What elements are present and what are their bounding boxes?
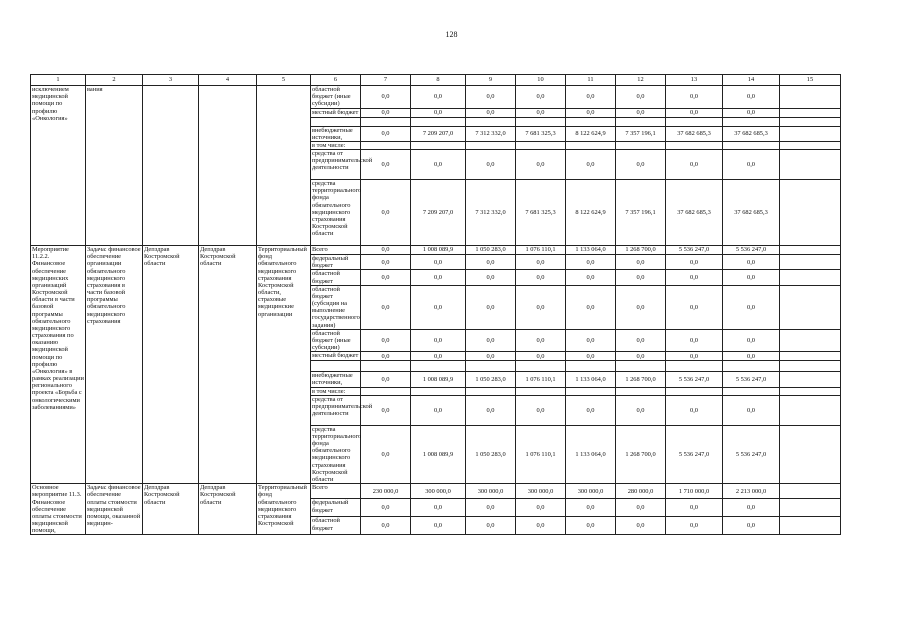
- funding-source: областной бюджет (иные субсидии): [311, 329, 361, 352]
- amount-cell: 0,0: [723, 352, 780, 361]
- amount-cell: 0,0: [361, 246, 411, 255]
- amount-cell: 7 681 325,3: [516, 126, 566, 141]
- amount-cell: 0,0: [566, 255, 616, 270]
- amount-cell: 5 536 247,0: [723, 425, 780, 483]
- column-header: 15: [780, 75, 841, 86]
- column-header: 13: [666, 75, 723, 86]
- amount-cell: 0,0: [411, 108, 466, 117]
- funding-source: в том числе:: [311, 387, 361, 395]
- amount-cell: 0,0: [666, 517, 723, 535]
- amount-cell: 0,0: [361, 425, 411, 483]
- amount-cell: 0,0: [566, 352, 616, 361]
- measure-col3: Депздрав Костромской области: [143, 484, 199, 535]
- amount-cell: 0,0: [361, 270, 411, 285]
- amount-cell: 0,0: [566, 329, 616, 352]
- amount-cell: 0,0: [516, 285, 566, 329]
- empty-cell: [780, 180, 841, 246]
- amount-cell: 1 008 089,9: [411, 372, 466, 387]
- column-header: 12: [616, 75, 666, 86]
- amount-cell: 0,0: [616, 150, 666, 180]
- amount-cell: 1 133 064,0: [566, 425, 616, 483]
- funding-source: средства территориального фонда обязательного медицинского страхования Костромской области: [311, 180, 361, 246]
- amount-cell: 0,0: [361, 499, 411, 517]
- amount-cell: 0,0: [723, 499, 780, 517]
- funding-source: [311, 361, 361, 372]
- amount-cell: 0,0: [723, 108, 780, 117]
- amount-cell: 0,0: [361, 372, 411, 387]
- measure-col5: Территориальный фонд обязательного медицинского страхования Костромской: [257, 484, 311, 535]
- funding-source: внебюджетные источники,: [311, 126, 361, 141]
- measure-col5: Территориальный фонд обязательного медицинского страхования Костромской области, страховые медицинские организации: [257, 246, 311, 484]
- funding-source: местный бюджет: [311, 108, 361, 117]
- amount-cell: [466, 141, 516, 149]
- amount-cell: [411, 361, 466, 372]
- amount-cell: 300 000,0: [466, 484, 516, 499]
- amount-cell: [616, 361, 666, 372]
- amount-cell: 0,0: [411, 395, 466, 425]
- amount-cell: 0,0: [566, 285, 616, 329]
- amount-cell: 0,0: [361, 255, 411, 270]
- column-header: 5: [257, 75, 311, 86]
- funding-source: средства территориального фонда обязательного медицинского страхования Костромской области: [312, 425, 362, 483]
- amount-cell: 7 209 207,0: [411, 126, 466, 141]
- table-row: [31, 86, 841, 109]
- amount-cell: 0,0: [666, 108, 723, 117]
- amount-cell: 0,0: [666, 395, 723, 425]
- column-header: 9: [466, 75, 516, 86]
- amount-cell: 0,0: [616, 329, 666, 352]
- amount-cell: 0,0: [466, 255, 516, 270]
- amount-cell: 0,0: [466, 108, 516, 117]
- amount-cell: 0,0: [723, 285, 780, 329]
- empty-cell: [780, 499, 841, 517]
- amount-cell: 0,0: [723, 86, 780, 109]
- amount-cell: 0,0: [616, 352, 666, 361]
- amount-cell: [723, 361, 780, 372]
- column-header: 7: [361, 75, 411, 86]
- amount-cell: 7 357 196,1: [616, 180, 666, 246]
- amount-cell: 1 050 283,0: [466, 425, 516, 483]
- column-header: 10: [516, 75, 566, 86]
- amount-cell: [666, 141, 723, 149]
- amount-cell: 0,0: [466, 329, 516, 352]
- amount-cell: 0,0: [466, 352, 516, 361]
- amount-cell: [666, 117, 723, 126]
- empty-cell: [780, 150, 841, 180]
- empty-cell: [780, 126, 841, 141]
- amount-cell: 0,0: [516, 329, 566, 352]
- funding-source: областной бюджет (иные субсидии): [311, 86, 361, 109]
- amount-cell: 230 000,0: [361, 484, 411, 499]
- amount-cell: 0,0: [723, 270, 780, 285]
- amount-cell: 0,0: [566, 499, 616, 517]
- amount-cell: 0,0: [723, 395, 780, 425]
- measure-col3: Депздрав Костромской области: [143, 246, 199, 484]
- amount-cell: 5 536 247,0: [666, 425, 723, 483]
- amount-cell: 7 312 332,0: [466, 180, 516, 246]
- funding-source: федеральный бюджет: [311, 255, 361, 270]
- amount-cell: 0,0: [516, 517, 566, 535]
- amount-cell: 0,0: [723, 150, 780, 180]
- amount-cell: 1 268 700,0: [616, 372, 666, 387]
- amount-cell: [566, 117, 616, 126]
- amount-cell: 1 050 283,0: [466, 246, 516, 255]
- amount-cell: 0,0: [666, 255, 723, 270]
- empty-cell: [780, 484, 841, 499]
- amount-cell: 0,0: [361, 352, 411, 361]
- amount-cell: 0,0: [466, 150, 516, 180]
- amount-cell: 37 682 685,3: [666, 180, 723, 246]
- amount-cell: 0,0: [411, 499, 466, 517]
- amount-cell: [361, 361, 411, 372]
- amount-cell: 300 000,0: [566, 484, 616, 499]
- amount-cell: [361, 141, 411, 149]
- column-header: 8: [411, 75, 466, 86]
- amount-cell: 1 050 283,0: [466, 372, 516, 387]
- amount-cell: [516, 361, 566, 372]
- amount-cell: 0,0: [666, 150, 723, 180]
- amount-cell: 0,0: [466, 499, 516, 517]
- amount-cell: 0,0: [723, 255, 780, 270]
- amount-cell: 0,0: [361, 517, 411, 535]
- amount-cell: 0,0: [566, 395, 616, 425]
- budget-table: [30, 74, 841, 535]
- empty-cell: [780, 387, 841, 395]
- amount-cell: 0,0: [361, 395, 411, 425]
- amount-cell: 0,0: [616, 395, 666, 425]
- amount-cell: 0,0: [566, 86, 616, 109]
- amount-cell: 1 133 064,0: [566, 372, 616, 387]
- amount-cell: 0,0: [411, 352, 466, 361]
- amount-cell: 0,0: [411, 150, 466, 180]
- funding-source: [311, 117, 361, 126]
- amount-cell: 0,0: [666, 86, 723, 109]
- measure-col2: Задача: финансовое обеспечение оплаты стоимости медицинской помощи, оказанной медицин-: [86, 484, 143, 535]
- column-header: 4: [199, 75, 257, 86]
- funding-source: средства от предпринимательской деятельности: [311, 395, 361, 425]
- amount-cell: 7 209 207,0: [411, 180, 466, 246]
- amount-cell: [516, 117, 566, 126]
- amount-cell: 7 312 332,0: [466, 126, 516, 141]
- amount-cell: [616, 117, 666, 126]
- amount-cell: 0,0: [361, 108, 411, 117]
- amount-cell: 0,0: [411, 270, 466, 285]
- funding-source: Всего: [311, 246, 361, 255]
- empty-cell: [780, 517, 841, 535]
- amount-cell: 5 536 247,0: [666, 372, 723, 387]
- amount-cell: [411, 387, 466, 395]
- empty-cell: [780, 108, 841, 117]
- amount-cell: 0,0: [516, 150, 566, 180]
- funding-source: внебюджетные источники,: [311, 372, 361, 387]
- measure-col1: Основное мероприятие 11.3. Финансовое обеспечение оплаты стоимости медицинской помощи,: [31, 484, 86, 535]
- empty-cell: [780, 285, 841, 329]
- measure-col4: Депздрав Костромской области: [199, 484, 257, 535]
- amount-cell: 0,0: [666, 499, 723, 517]
- amount-cell: 1 076 110,1: [516, 372, 566, 387]
- amount-cell: [516, 387, 566, 395]
- table-row: [31, 246, 841, 255]
- measure-col2: вания: [86, 86, 143, 246]
- amount-cell: 1 008 089,9: [411, 246, 466, 255]
- amount-cell: 0,0: [666, 329, 723, 352]
- measure-col4: [199, 86, 257, 246]
- amount-cell: 0,0: [361, 180, 411, 246]
- funding-source: областной бюджет: [311, 270, 361, 285]
- amount-cell: 0,0: [516, 86, 566, 109]
- empty-cell: [780, 255, 841, 270]
- funding-source: в том числе:: [311, 141, 361, 149]
- amount-cell: 0,0: [466, 86, 516, 109]
- funding-source: средства от предпринимательской деятельности: [311, 150, 361, 180]
- amount-cell: 1 710 000,0: [666, 484, 723, 499]
- amount-cell: 7 357 196,1: [616, 126, 666, 141]
- amount-cell: [466, 361, 516, 372]
- empty-cell: [780, 117, 841, 126]
- amount-cell: 7 681 325,3: [516, 180, 566, 246]
- amount-cell: 1 008 089,9: [411, 425, 466, 483]
- amount-cell: 0,0: [723, 517, 780, 535]
- amount-cell: 0,0: [516, 352, 566, 361]
- amount-cell: 0,0: [616, 86, 666, 109]
- amount-cell: 1 076 110,1: [516, 246, 566, 255]
- amount-cell: 300 000,0: [411, 484, 466, 499]
- amount-cell: 0,0: [666, 285, 723, 329]
- empty-cell: [780, 395, 841, 425]
- amount-cell: 280 000,0: [616, 484, 666, 499]
- amount-cell: 37 682 685,3: [723, 180, 780, 246]
- empty-cell: [780, 361, 841, 372]
- amount-cell: 5 536 247,0: [666, 246, 723, 255]
- amount-cell: 0,0: [566, 270, 616, 285]
- funding-source: местный бюджет: [311, 352, 361, 361]
- amount-cell: 0,0: [666, 352, 723, 361]
- amount-cell: 0,0: [411, 329, 466, 352]
- amount-cell: [466, 387, 516, 395]
- empty-cell: [780, 372, 841, 387]
- amount-cell: 0,0: [666, 270, 723, 285]
- amount-cell: 0,0: [616, 285, 666, 329]
- amount-cell: 0,0: [566, 517, 616, 535]
- amount-cell: 8 122 624,9: [566, 180, 616, 246]
- amount-cell: 37 682 685,3: [666, 126, 723, 141]
- amount-cell: [516, 141, 566, 149]
- amount-cell: 0,0: [723, 329, 780, 352]
- amount-cell: [361, 117, 411, 126]
- column-header: 2: [86, 75, 143, 86]
- column-header: 3: [143, 75, 199, 86]
- header-row: [31, 75, 841, 86]
- amount-cell: 2 213 000,0: [723, 484, 780, 499]
- empty-cell: [780, 352, 841, 361]
- column-header: 1: [31, 75, 86, 86]
- funding-source: областной бюджет: [311, 517, 361, 535]
- amount-cell: [566, 361, 616, 372]
- amount-cell: 0,0: [411, 285, 466, 329]
- amount-cell: [616, 387, 666, 395]
- amount-cell: 0,0: [411, 86, 466, 109]
- amount-cell: 0,0: [361, 285, 411, 329]
- amount-cell: 5 536 247,0: [723, 246, 780, 255]
- amount-cell: 0,0: [466, 285, 516, 329]
- amount-cell: [361, 387, 411, 395]
- empty-cell: [780, 270, 841, 285]
- amount-cell: [411, 117, 466, 126]
- table-row: [31, 484, 841, 499]
- measure-col5: [257, 86, 311, 246]
- empty-cell: [780, 86, 841, 109]
- measure-col2: Задача: финансовое обеспечение организации обязательного медицинского страхования в части базовой программы обязательного медицинского страхования: [86, 246, 143, 484]
- amount-cell: 0,0: [411, 517, 466, 535]
- amount-cell: [616, 141, 666, 149]
- amount-cell: 5 536 247,0: [723, 372, 780, 387]
- amount-cell: 0,0: [361, 150, 411, 180]
- amount-cell: 0,0: [516, 499, 566, 517]
- amount-cell: 37 682 685,3: [723, 126, 780, 141]
- amount-cell: 0,0: [466, 395, 516, 425]
- empty-cell: [780, 246, 841, 255]
- empty-cell: [780, 425, 841, 483]
- amount-cell: [666, 361, 723, 372]
- amount-cell: 0,0: [616, 255, 666, 270]
- amount-cell: 0,0: [616, 108, 666, 117]
- amount-cell: [466, 117, 516, 126]
- column-header: 6: [311, 75, 361, 86]
- amount-cell: 0,0: [361, 329, 411, 352]
- amount-cell: 0,0: [466, 517, 516, 535]
- amount-cell: [723, 141, 780, 149]
- measure-col1: Мероприятие 11.2.2. Финансовое обеспечение медицинских организаций Костромской области в части базовой программы обязательного медицинского страхования по оказанию медицинской помощи по профилю «Онкология» в рамках реализации регионального проекта «Борьба с онкологическими заболеваниями»: [31, 246, 86, 484]
- amount-cell: 0,0: [516, 270, 566, 285]
- amount-cell: 300 000,0: [516, 484, 566, 499]
- column-header: 14: [723, 75, 780, 86]
- amount-cell: 0,0: [616, 517, 666, 535]
- funding-source: областной бюджет (субсидия на выполнение государственного задания): [312, 285, 360, 329]
- amount-cell: 0,0: [616, 270, 666, 285]
- amount-cell: 0,0: [516, 255, 566, 270]
- amount-cell: 0,0: [516, 395, 566, 425]
- measure-col3: [143, 86, 199, 246]
- funding-source: Всего: [311, 484, 361, 499]
- amount-cell: 0,0: [566, 108, 616, 117]
- empty-cell: [780, 329, 841, 352]
- funding-source: федеральный бюджет: [311, 499, 361, 517]
- amount-cell: 0,0: [361, 86, 411, 109]
- amount-cell: [411, 141, 466, 149]
- amount-cell: [723, 387, 780, 395]
- amount-cell: [566, 141, 616, 149]
- amount-cell: 0,0: [516, 108, 566, 117]
- amount-cell: 0,0: [361, 126, 411, 141]
- amount-cell: 0,0: [566, 150, 616, 180]
- amount-cell: 1 133 064,0: [566, 246, 616, 255]
- amount-cell: 0,0: [411, 255, 466, 270]
- measure-col4: Депздрав Костромской области: [199, 246, 257, 484]
- amount-cell: [566, 387, 616, 395]
- amount-cell: [666, 387, 723, 395]
- amount-cell: 0,0: [466, 270, 516, 285]
- page-number: 128: [445, 30, 458, 39]
- amount-cell: [723, 117, 780, 126]
- amount-cell: 1 076 110,1: [516, 425, 566, 483]
- column-header: 11: [566, 75, 616, 86]
- amount-cell: 1 268 700,0: [616, 246, 666, 255]
- measure-col1: исключением медицинской помощи по профилю «Онкология»: [31, 86, 86, 246]
- amount-cell: 8 122 624,9: [566, 126, 616, 141]
- empty-cell: [780, 141, 841, 149]
- amount-cell: 0,0: [616, 499, 666, 517]
- amount-cell: 1 268 700,0: [616, 425, 666, 483]
